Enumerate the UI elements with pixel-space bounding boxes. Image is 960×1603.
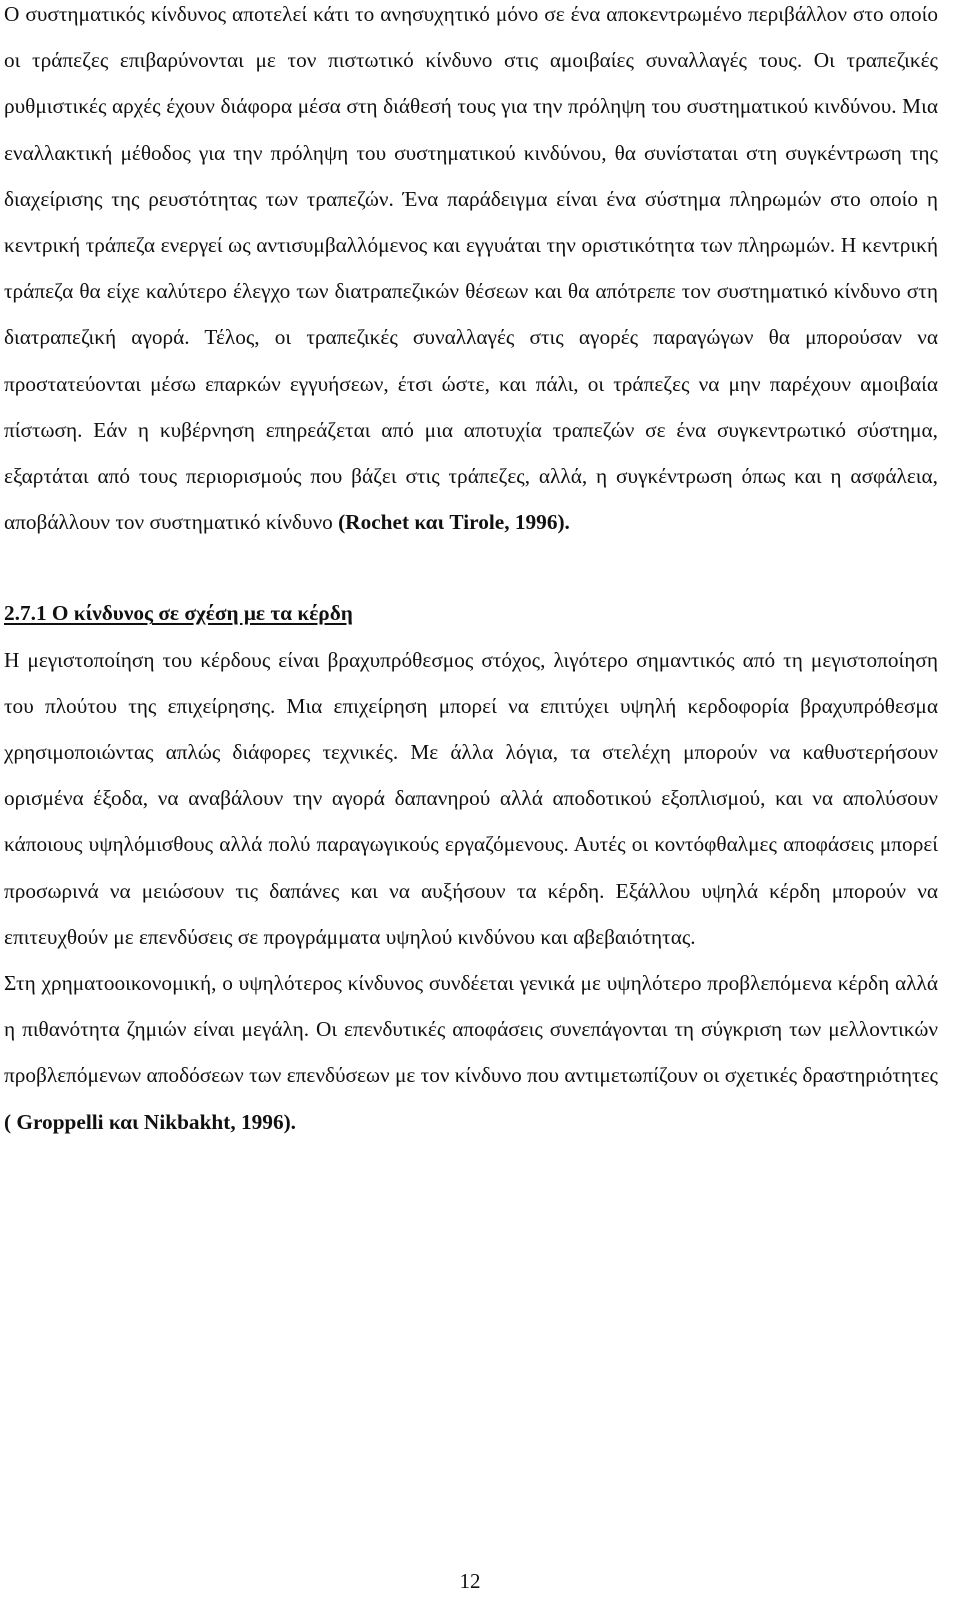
paragraph-systemic-risk-text: Ο συστηματικός κίνδυνος αποτελεί κάτι το ανησυχητικό μόνο σε ένα αποκεντρωμένο περιβάλλον στο οποίο οι τράπεζες επιβαρύνονται με τον πιστωτικό κίνδυνο στις αμοιβαίες συναλλαγές τους. Οι τραπεζικές ρυθμιστικές αρχές έχουν διάφορα μέσα στη διάθεσή τους για την πρόληψη του συστηματικού κινδύνου. Μια εναλλακτική μέθοδος για την πρόληψη του συστηματικού κινδύνου, θα συνίσταται στη συγκέντρωση της διαχείρισης της ρευστότητας των τραπεζών. Ένα παράδειγμα είναι ένα σύστημα πληρωμών στο οποίο η κεντρική τράπεζα ενεργεί ως αντισυμβαλλόμενος και εγγυάται την οριστικότητα των πληρωμών. Η κεντρική τράπεζα θα είχε καλύτερο έλεγχο των διατραπεζικών θέσεων και θα απότρεπε τον συστηματικό κίνδυνο στη διατραπεζική αγορά. Τέλος, οι τραπεζικές συναλλαγές στις αγορές παραγώγων θα μπορούσαν να προστατεύονται μέσω επαρκών εγγυήσεων, έτσι ώστε, και πάλι, οι τράπεζες να μην παρέχουν αμοιβαία πίστωση. Εάν η κυβέρνηση επηρεάζεται από μια αποτυχία τραπεζών σε ένα συγκεντρωτικό σύστημα, εξαρτάται από τους περιορισμούς που βάζει στις τράπεζες, αλλά, η συγκέντρωση όπως και η ασφάλεια, αποβάλλουν τον συστηματικό κίνδυνο	[4, 2, 938, 535]
paragraph-systemic-risk	[4, 0, 938, 545]
page-number: 12	[459, 1569, 481, 1593]
paragraph-profit-maximization: Η μεγιστοποίηση του κέρδους είναι βραχυπρόθεσμος στόχος, λιγότερο σημαντικός από τη μεγιστοποίηση του πλούτου της επιχείρησης. Μια επιχείρηση μπορεί να επιτύχει υψηλή κερδοφορία βραχυπρόθεσμα χρησιμοποιώντας απλώς διάφορες τεχνικές. Με άλλα λόγια, τα στελέχη μπορούν να καθυστερήσουν ορισμένα έξοδα, να αναβάλουν την αγορά δαπανηρού αλλά αποδοτικού εξοπλισμού, και να απολύσουν κάποιους υψηλόμισθους αλλά πολύ παραγωγικούς εργαζόμενους. Αυτές οι κοντόφθαλμες αποφάσεις μπορεί προσωρινά να μειώσουν τις δαπάνες και να αυξήσουν τα κέρδη. Εξάλλου υψηλά κέρδη μπορούν να επιτευχθούν με επενδύσεις σε προγράμματα υψηλού κινδύνου και αβεβαιότητας.	[4, 647, 938, 949]
section-heading: 2.7.1 Ο κίνδυνος σε σχέση με τα κέρδη	[4, 601, 353, 626]
section-spacer	[4, 545, 938, 590]
citation-groppelli-nikbakht: ( Groppelli και Nikbakht, 1996).	[4, 1109, 297, 1134]
paragraph-finance-risk	[4, 960, 938, 1145]
document-page	[4, 0, 938, 1145]
citation-rochet-tirole: (Rochet και Tirole, 1996).	[338, 510, 570, 535]
paragraph-finance-risk-text: Στη χρηματοοικονομική, ο υψηλότερος κίνδυνος συνδέεται γενικά με υψηλότερο προβλεπόμενα κέρδη αλλά η πιθανότητα ζημιών είναι μεγάλη. Οι επενδυτικές αποφάσεις συνεπάγονται τη σύγκριση των μελλοντικών προβλεπόμενων αποδόσεων των επενδύσεων με τον κίνδυνο που αντιμετωπίζουν οι σχετικές δραστηριότητες	[4, 971, 938, 1088]
